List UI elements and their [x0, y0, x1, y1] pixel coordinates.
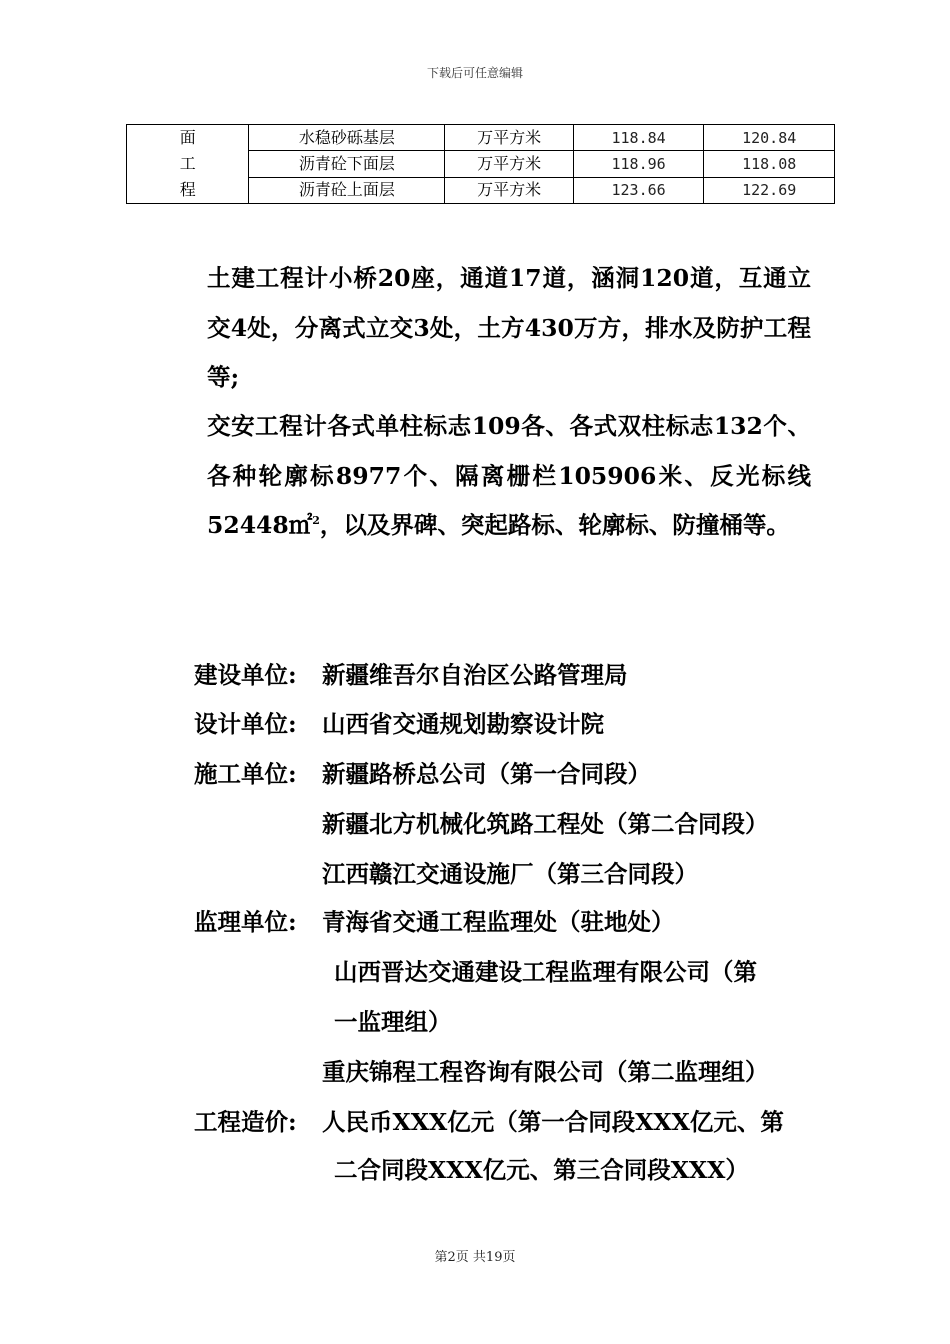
page-number: 第2页 共19页 — [434, 1250, 516, 1265]
owner-value: 新疆维吾尔自治区公路管理局 — [322, 661, 628, 689]
superscript: 2 — [312, 514, 320, 528]
cost-label: 工程造价: — [194, 1108, 297, 1136]
builder-value: 新疆北方机械化筑路工程处（第二合同段） — [322, 810, 769, 838]
cost-value: 二合同段XXX亿元、第三合同段XXX） — [334, 1156, 749, 1184]
value-cell: 123.66 — [573, 177, 704, 203]
designer-label: 设计单位: — [194, 710, 297, 738]
category-cell — [127, 125, 249, 204]
item-cell: 沥青砼上面层 — [249, 177, 445, 203]
designer-value: 山西省交通规划勘察设计院 — [322, 710, 604, 738]
builder-row — [194, 750, 814, 800]
category-char: 程 — [179, 180, 196, 199]
owner-label: 建设单位: — [194, 661, 297, 689]
designer-row — [194, 700, 814, 750]
quantity-table — [126, 124, 835, 204]
builder-label: 施工单位: — [194, 760, 297, 788]
value-cell: 118.96 — [573, 151, 704, 177]
table-row — [127, 125, 835, 151]
value-cell: 118.84 — [573, 125, 704, 151]
value-cell: 120.84 — [704, 125, 835, 151]
item-cell: 水稳砂砾基层 — [249, 125, 445, 151]
owner-row — [194, 651, 814, 701]
supervisor-label: 监理单位: — [194, 908, 297, 936]
supervisor-value: 山西晋达交通建设工程监理有限公司（第 — [334, 958, 757, 986]
supervisor-value: 重庆锦程工程咨询有限公司（第二监理组） — [322, 1058, 769, 1086]
value-cell: 118.08 — [704, 151, 835, 177]
unit-cell: 万平方米 — [445, 151, 573, 177]
builder-value: 新疆路桥总公司（第一合同段） — [322, 760, 651, 788]
value-cell: 122.69 — [704, 177, 835, 203]
supervisor-value: 一监理组） — [334, 1008, 452, 1036]
item-cell: 沥青砼下面层 — [249, 151, 445, 177]
builder-value: 江西赣江交通设施厂（第三合同段） — [322, 860, 698, 888]
category-char: 面 — [179, 128, 196, 147]
supervisor-row — [194, 898, 814, 948]
civil-works-paragraph: 土建工程计小桥20座，通道17道，涵洞120道，互通立交4处，分离式立交3处，土方430万方，排水及防护工程等; — [207, 264, 811, 391]
cost-row — [194, 1098, 814, 1148]
cost-value: 人民币XXX亿元（第一合同段XXX亿元、第 — [322, 1108, 784, 1136]
unit-cell: 万平方米 — [445, 125, 573, 151]
traffic-safety-text-b: ，以及界碑、突起路标、轮廓标、防撞桶等。 — [319, 511, 790, 539]
traffic-safety-text-a: 交安工程计各式单柱标志109各、各式双柱标志132个、各种轮廓标8977个、隔离栅栏105906米、反光标线52448㎡ — [207, 412, 811, 539]
unit-cell: 万平方米 — [445, 177, 573, 203]
header-note: 下载后可任意编辑 — [426, 66, 523, 80]
traffic-safety-paragraph — [207, 402, 811, 551]
category-char: 工 — [179, 154, 196, 173]
supervisor-value: 青海省交通工程监理处（驻地处） — [322, 908, 675, 936]
